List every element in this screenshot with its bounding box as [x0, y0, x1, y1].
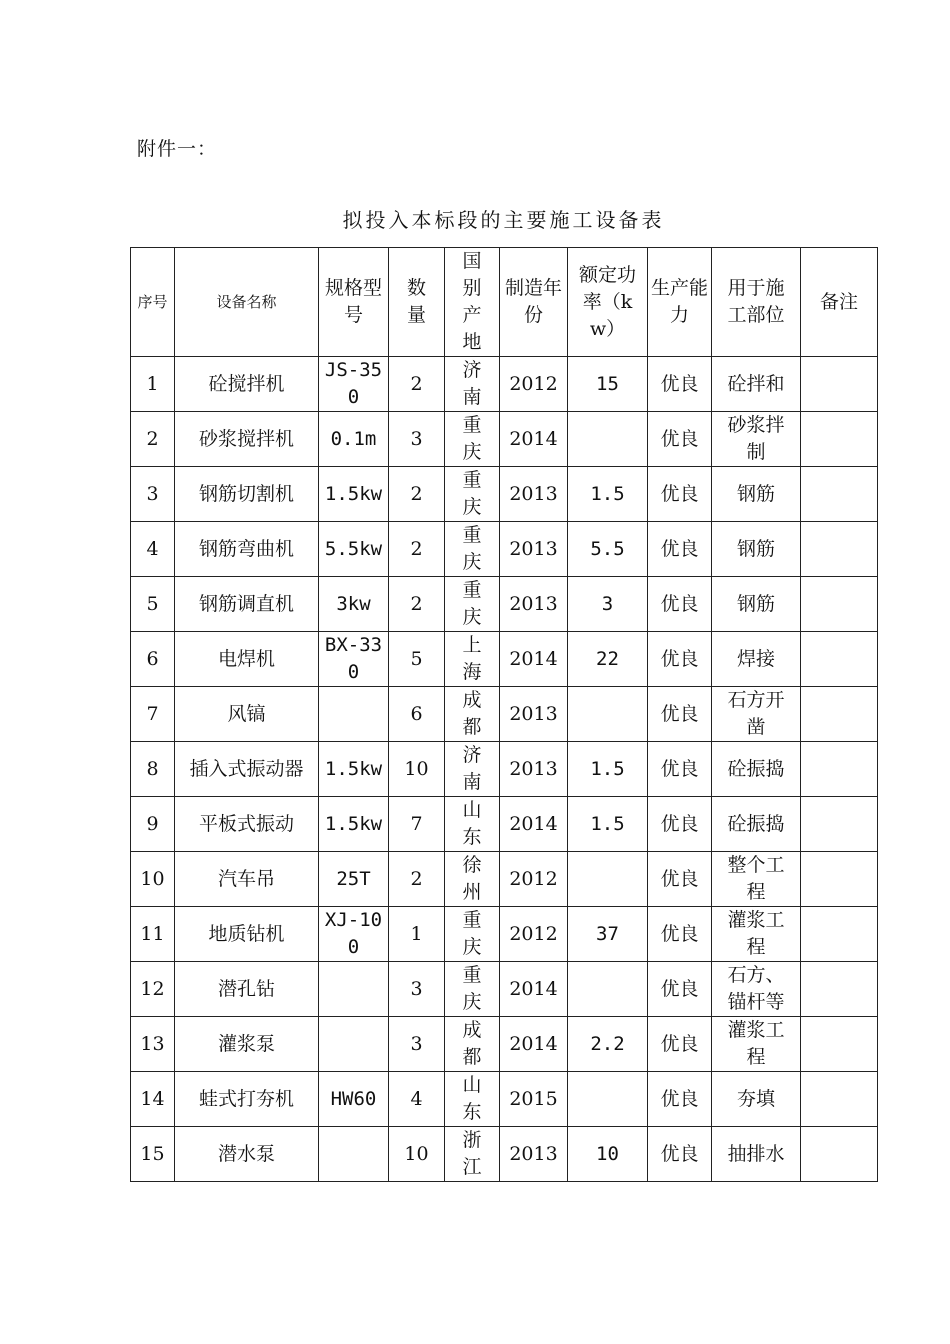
cell-year: 2013 [500, 1127, 568, 1182]
cell-year: 2013 [500, 577, 568, 632]
cell-location [712, 357, 801, 412]
cell-origin [445, 632, 500, 687]
cell-model [319, 1127, 389, 1182]
cell-qty: 2 [389, 577, 445, 632]
cell-name: 钢筋调直机 [175, 577, 319, 632]
cell-name: 地质钻机 [175, 907, 319, 962]
table-row [131, 742, 878, 797]
cell-qty: 2 [389, 467, 445, 522]
table-row [131, 797, 878, 852]
cell-capacity: 优良 [648, 742, 712, 797]
cell-power: 22 [568, 632, 648, 687]
cell-model-text: 5.5kw [324, 537, 383, 560]
table-row [131, 962, 878, 1017]
cell-qty: 10 [389, 1127, 445, 1182]
cell-seq: 9 [131, 797, 175, 852]
cell-remarks [801, 1017, 878, 1072]
cell-name: 砼搅拌机 [175, 357, 319, 412]
cell-qty: 3 [389, 962, 445, 1017]
cell-power [568, 412, 648, 467]
cell-location [712, 907, 801, 962]
cell-qty: 4 [389, 1072, 445, 1127]
cell-model [319, 412, 389, 467]
cell-name: 钢筋切割机 [175, 467, 319, 522]
header-remarks: 备注 [801, 248, 878, 357]
cell-model-text: 25T [336, 867, 371, 890]
cell-capacity: 优良 [648, 797, 712, 852]
cell-location-text: 钢筋 [736, 537, 775, 560]
cell-origin [445, 1072, 500, 1127]
table-row [131, 412, 878, 467]
cell-model-text: JS-350 [324, 359, 383, 408]
cell-remarks [801, 687, 878, 742]
cell-name: 蛙式打夯机 [175, 1072, 319, 1127]
cell-origin [445, 797, 500, 852]
cell-power: 1.5 [568, 467, 648, 522]
cell-origin [445, 522, 500, 577]
cell-power: 5.5 [568, 522, 648, 577]
cell-remarks [801, 412, 878, 467]
cell-seq: 12 [131, 962, 175, 1017]
cell-location-text: 钢筋 [736, 482, 775, 505]
cell-model [319, 1072, 389, 1127]
cell-name: 砂浆搅拌机 [175, 412, 319, 467]
cell-name: 潜孔钻 [175, 962, 319, 1017]
cell-capacity: 优良 [648, 1017, 712, 1072]
cell-capacity: 优良 [648, 1072, 712, 1127]
header-capacity: 生产能力 [648, 248, 712, 357]
cell-year: 2012 [500, 907, 568, 962]
cell-model [319, 962, 389, 1017]
cell-location-text: 砂浆拌制 [727, 414, 785, 463]
cell-capacity: 优良 [648, 632, 712, 687]
cell-origin [445, 1017, 500, 1072]
cell-model-text: 3kw [336, 592, 371, 615]
cell-seq: 11 [131, 907, 175, 962]
cell-power: 2.2 [568, 1017, 648, 1072]
cell-model-text: BX-330 [324, 634, 383, 683]
cell-origin-text: 成都 [462, 689, 482, 738]
cell-model [319, 522, 389, 577]
cell-year: 2014 [500, 962, 568, 1017]
cell-model [319, 797, 389, 852]
equipment-table [130, 247, 878, 1182]
header-seq: 序号 [131, 248, 175, 357]
cell-location-text: 砼振捣 [727, 757, 785, 780]
cell-seq: 15 [131, 1127, 175, 1182]
cell-capacity: 优良 [648, 577, 712, 632]
cell-capacity: 优良 [648, 1127, 712, 1182]
cell-origin [445, 412, 500, 467]
table-row [131, 907, 878, 962]
cell-power: 1.5 [568, 797, 648, 852]
cell-origin [445, 852, 500, 907]
cell-origin-text: 徐州 [462, 854, 482, 903]
cell-capacity: 优良 [648, 357, 712, 412]
cell-model [319, 357, 389, 412]
cell-power: 3 [568, 577, 648, 632]
cell-model [319, 907, 389, 962]
cell-qty: 10 [389, 742, 445, 797]
cell-location-text: 砼振捣 [727, 812, 785, 835]
cell-origin [445, 467, 500, 522]
cell-qty: 3 [389, 412, 445, 467]
cell-location [712, 852, 801, 907]
cell-name: 灌浆泵 [175, 1017, 319, 1072]
cell-location-text: 抽排水 [727, 1142, 785, 1165]
cell-name: 汽车吊 [175, 852, 319, 907]
cell-seq: 13 [131, 1017, 175, 1072]
cell-seq: 2 [131, 412, 175, 467]
table-row [131, 357, 878, 412]
cell-location [712, 632, 801, 687]
cell-origin-text: 重庆 [462, 414, 482, 463]
table-row [131, 1072, 878, 1127]
cell-origin-text: 重庆 [462, 524, 482, 573]
cell-model [319, 632, 389, 687]
cell-location [712, 522, 801, 577]
cell-origin [445, 907, 500, 962]
cell-power: 37 [568, 907, 648, 962]
cell-model [319, 742, 389, 797]
cell-location [712, 687, 801, 742]
table-row [131, 852, 878, 907]
cell-origin-text: 上海 [462, 634, 482, 683]
cell-power [568, 962, 648, 1017]
cell-year: 2012 [500, 357, 568, 412]
cell-location [712, 577, 801, 632]
table-row [131, 577, 878, 632]
cell-model [319, 577, 389, 632]
cell-year: 2014 [500, 412, 568, 467]
cell-origin-text: 济南 [462, 744, 482, 793]
cell-year: 2014 [500, 632, 568, 687]
cell-remarks [801, 907, 878, 962]
cell-location-text: 灌浆工程 [727, 909, 785, 958]
table-row [131, 632, 878, 687]
cell-location-text: 钢筋 [736, 592, 775, 615]
cell-location [712, 1017, 801, 1072]
table-row [131, 1017, 878, 1072]
cell-model-text: 1.5kw [324, 757, 383, 780]
header-origin: 国别产地 [445, 248, 500, 357]
cell-model [319, 1017, 389, 1072]
cell-capacity: 优良 [648, 962, 712, 1017]
cell-seq: 8 [131, 742, 175, 797]
table-row [131, 687, 878, 742]
cell-origin-text: 重庆 [462, 579, 482, 628]
cell-location [712, 1127, 801, 1182]
cell-location [712, 467, 801, 522]
cell-origin-text: 山东 [462, 799, 482, 848]
cell-location [712, 962, 801, 1017]
cell-model [319, 467, 389, 522]
cell-qty: 2 [389, 852, 445, 907]
cell-location-text: 焊接 [736, 647, 775, 670]
table-row [131, 467, 878, 522]
cell-power [568, 852, 648, 907]
cell-remarks [801, 962, 878, 1017]
cell-origin-text: 重庆 [462, 469, 482, 518]
cell-seq: 10 [131, 852, 175, 907]
cell-power [568, 687, 648, 742]
cell-capacity: 优良 [648, 852, 712, 907]
cell-location-text: 整个工程 [727, 854, 785, 903]
header-model: 规格型号 [319, 248, 389, 357]
header-row [131, 248, 878, 357]
cell-location-text: 石方、锚杆等 [727, 964, 785, 1013]
cell-year: 2014 [500, 797, 568, 852]
cell-capacity: 优良 [648, 412, 712, 467]
cell-model-text: HW60 [330, 1087, 377, 1110]
cell-model-text: 1.5kw [324, 482, 383, 505]
table-row [131, 1127, 878, 1182]
cell-model-text: 0.1m [330, 427, 377, 450]
cell-name: 潜水泵 [175, 1127, 319, 1182]
cell-origin-text: 浙江 [462, 1129, 482, 1178]
cell-year: 2013 [500, 522, 568, 577]
cell-remarks [801, 742, 878, 797]
header-power: 额定功率（kw） [568, 248, 648, 357]
cell-name: 风镐 [175, 687, 319, 742]
cell-year: 2014 [500, 1017, 568, 1072]
header-year: 制造年份 [500, 248, 568, 357]
cell-remarks [801, 467, 878, 522]
cell-qty: 6 [389, 687, 445, 742]
cell-origin-text: 重庆 [462, 964, 482, 1013]
cell-qty: 2 [389, 522, 445, 577]
cell-power [568, 1072, 648, 1127]
cell-capacity: 优良 [648, 467, 712, 522]
cell-remarks [801, 1072, 878, 1127]
cell-location-text: 夯填 [736, 1087, 775, 1110]
cell-seq: 14 [131, 1072, 175, 1127]
cell-name: 电焊机 [175, 632, 319, 687]
cell-year: 2015 [500, 1072, 568, 1127]
table-title: 拟投入本标段的主要施工设备表 [342, 208, 665, 232]
cell-location [712, 797, 801, 852]
cell-origin [445, 577, 500, 632]
cell-remarks [801, 852, 878, 907]
header-name: 设备名称 [175, 248, 319, 357]
cell-capacity: 优良 [648, 522, 712, 577]
cell-origin-text: 山东 [462, 1074, 482, 1123]
cell-origin [445, 962, 500, 1017]
cell-origin [445, 742, 500, 797]
cell-seq: 7 [131, 687, 175, 742]
cell-power: 10 [568, 1127, 648, 1182]
cell-remarks [801, 632, 878, 687]
cell-year: 2013 [500, 742, 568, 797]
cell-location [712, 1072, 801, 1127]
cell-model [319, 687, 389, 742]
cell-location [712, 742, 801, 797]
cell-seq: 3 [131, 467, 175, 522]
cell-capacity: 优良 [648, 907, 712, 962]
cell-name: 钢筋弯曲机 [175, 522, 319, 577]
cell-origin-text: 济南 [462, 359, 482, 408]
cell-remarks [801, 1127, 878, 1182]
cell-qty: 3 [389, 1017, 445, 1072]
cell-qty: 5 [389, 632, 445, 687]
cell-qty: 1 [389, 907, 445, 962]
cell-seq: 5 [131, 577, 175, 632]
cell-capacity: 优良 [648, 687, 712, 742]
cell-remarks [801, 797, 878, 852]
cell-location [712, 412, 801, 467]
cell-qty: 2 [389, 357, 445, 412]
cell-location-text: 灌浆工程 [727, 1019, 785, 1068]
cell-origin [445, 687, 500, 742]
cell-name: 插入式振动器 [175, 742, 319, 797]
cell-origin-text: 成都 [462, 1019, 482, 1068]
cell-origin [445, 357, 500, 412]
cell-origin-text: 重庆 [462, 909, 482, 958]
cell-year: 2013 [500, 687, 568, 742]
cell-seq: 4 [131, 522, 175, 577]
cell-location-text: 砼拌和 [727, 372, 785, 395]
cell-qty: 7 [389, 797, 445, 852]
table-row [131, 522, 878, 577]
cell-year: 2012 [500, 852, 568, 907]
table-body [131, 357, 878, 1182]
header-location: 用于施工部位 [712, 248, 801, 357]
cell-model [319, 852, 389, 907]
cell-name: 平板式振动 [175, 797, 319, 852]
cell-remarks [801, 577, 878, 632]
cell-remarks [801, 357, 878, 412]
header-qty: 数量 [389, 248, 445, 357]
cell-power: 15 [568, 357, 648, 412]
cell-model-text: XJ-100 [324, 909, 383, 958]
cell-location-text: 石方开凿 [727, 689, 785, 738]
cell-seq: 6 [131, 632, 175, 687]
cell-remarks [801, 522, 878, 577]
cell-origin [445, 1127, 500, 1182]
cell-seq: 1 [131, 357, 175, 412]
cell-year: 2013 [500, 467, 568, 522]
cell-power: 1.5 [568, 742, 648, 797]
cell-model-text: 1.5kw [324, 812, 383, 835]
attachment-label: 附件一： [137, 138, 218, 160]
